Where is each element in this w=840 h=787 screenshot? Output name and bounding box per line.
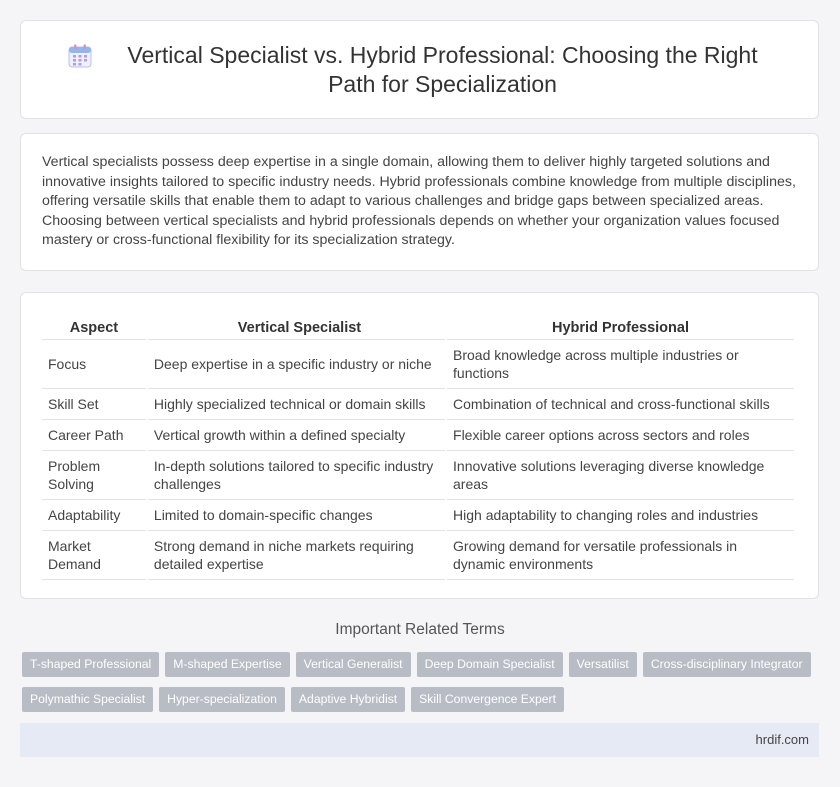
row-vertical: Highly specialized technical or domain skills bbox=[148, 389, 445, 420]
tag-m-shaped-expertise[interactable]: M-shaped Expertise bbox=[165, 652, 289, 677]
related-terms-title: Important Related Terms bbox=[335, 621, 505, 638]
table-header-row bbox=[42, 311, 794, 340]
table-row bbox=[42, 500, 794, 531]
row-hybrid: Broad knowledge across multiple industries or functions bbox=[447, 340, 794, 389]
row-hybrid: Innovative solutions leveraging diverse knowledge areas bbox=[447, 451, 794, 500]
row-aspect: Adaptability bbox=[42, 500, 146, 531]
row-vertical: Vertical growth within a defined specialty bbox=[148, 420, 445, 451]
row-aspect: Market Demand bbox=[42, 531, 146, 580]
comparison-table bbox=[40, 311, 796, 580]
table-row bbox=[42, 451, 794, 500]
table-row bbox=[42, 531, 794, 580]
tag-cross-disciplinary-integrator[interactable]: Cross-disciplinary Integrator bbox=[643, 652, 811, 677]
footer bbox=[20, 723, 819, 757]
row-hybrid: Flexible career options across sectors and roles bbox=[447, 420, 794, 451]
header-aspect: Aspect bbox=[42, 311, 146, 340]
header-vertical-specialist: Vertical Specialist bbox=[148, 311, 445, 340]
tag-skill-convergence-expert[interactable]: Skill Convergence Expert bbox=[411, 687, 564, 712]
tag-hyper-specialization[interactable]: Hyper-specialization bbox=[159, 687, 285, 712]
row-vertical: Deep expertise in a specific industry or niche bbox=[148, 340, 445, 389]
intro-paragraph: Vertical specialists possess deep expertise in a single domain, allowing them to deliver highly targeted solutions and innovative insights tailored to specific industry needs. Hybrid professionals combine knowledge from multiple disciplines, offering versatile skills that enable them to adapt to various challenges and bridge gaps between specialized areas. Choosing between vertical specialists and hybrid professionals depends on whether your organization values focused mastery or cross-functional flexibility for its specialization strategy. bbox=[42, 154, 796, 248]
tag-polymathic-specialist[interactable]: Polymathic Specialist bbox=[22, 687, 153, 712]
tag-adaptive-hybridist[interactable]: Adaptive Hybridist bbox=[291, 687, 405, 712]
tag-t-shaped-professional[interactable]: T-shaped Professional bbox=[22, 652, 159, 677]
tag-deep-domain-specialist[interactable]: Deep Domain Specialist bbox=[417, 652, 563, 677]
related-tags bbox=[22, 652, 822, 712]
row-vertical: In-depth solutions tailored to specific industry challenges bbox=[148, 451, 445, 500]
comparison-card bbox=[20, 292, 819, 599]
row-aspect: Problem Solving bbox=[42, 451, 146, 500]
tag-vertical-generalist[interactable]: Vertical Generalist bbox=[296, 652, 411, 677]
header-card bbox=[20, 20, 819, 119]
row-aspect: Skill Set bbox=[42, 389, 146, 420]
footer-site-link[interactable]: hrdif.com bbox=[755, 732, 809, 747]
row-vertical: Limited to domain-specific changes bbox=[148, 500, 445, 531]
row-aspect: Career Path bbox=[42, 420, 146, 451]
row-hybrid: High adaptability to changing roles and industries bbox=[447, 500, 794, 531]
header-hybrid-professional: Hybrid Professional bbox=[447, 311, 794, 340]
table-row bbox=[42, 389, 794, 420]
row-hybrid: Combination of technical and cross-functional skills bbox=[447, 389, 794, 420]
calendar-icon bbox=[67, 43, 93, 69]
row-hybrid: Growing demand for versatile professionals in dynamic environments bbox=[447, 531, 794, 580]
table-row bbox=[42, 420, 794, 451]
row-aspect: Focus bbox=[42, 340, 146, 389]
page-title: Vertical Specialist vs. Hybrid Professional: Choosing the Right Path for Specialization bbox=[127, 41, 758, 97]
intro-card bbox=[20, 133, 819, 271]
row-vertical: Strong demand in niche markets requiring detailed expertise bbox=[148, 531, 445, 580]
table-row bbox=[42, 340, 794, 389]
tag-versatilist[interactable]: Versatilist bbox=[569, 652, 637, 677]
